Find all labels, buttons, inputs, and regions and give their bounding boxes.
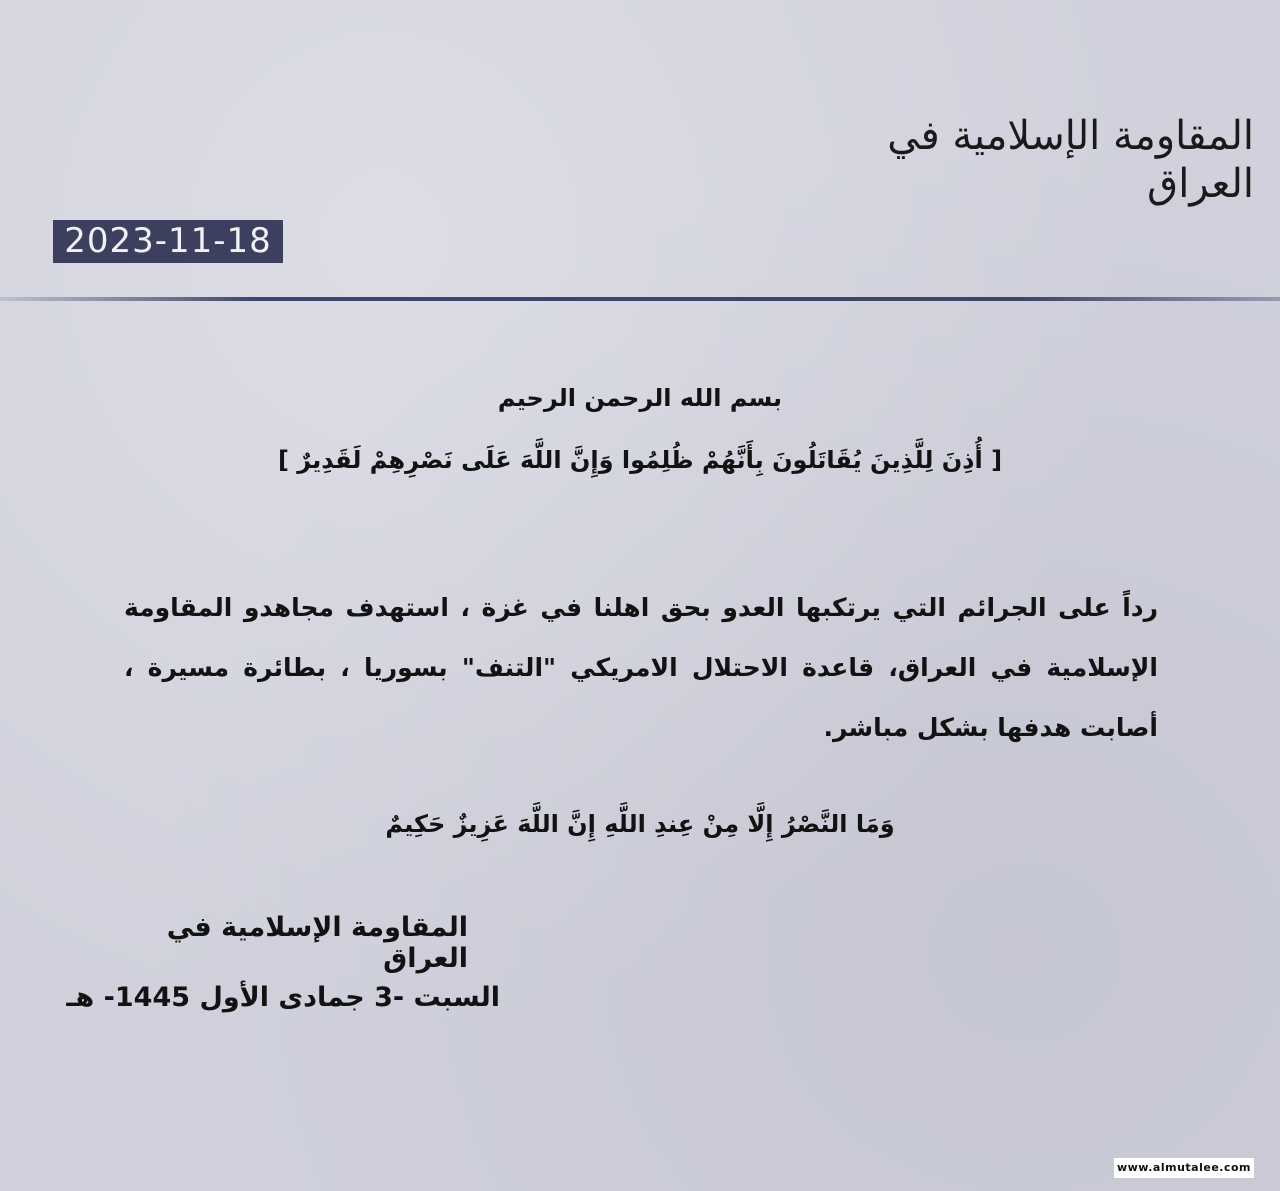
opening-verse: [ أُذِنَ لِلَّذِينَ يُقَاتَلُونَ بِأَنَّهُمْ ظُلِمُوا وَإِنَّ اللَّهَ عَلَى نَصْرِهِمْ لَقَدِيرٌ ] (277, 446, 1003, 474)
header-divider (0, 297, 1280, 301)
organization-logo-title: المقاومة الإسلامية في العراق (887, 113, 1254, 207)
website-watermark: www.almutalee.com (1114, 1158, 1254, 1178)
closing-verse: وَمَا النَّصْرُ إِلَّا مِنْ عِندِ اللَّهِ إِنَّ اللَّهَ عَزِيزٌ حَكِيمٌ (385, 810, 895, 838)
date-badge: 2023-11-18 (53, 220, 283, 263)
signature-name: المقاومة الإسلامية في العراق (166, 912, 468, 974)
basmala: بسم الله الرحمن الرحيم (497, 384, 783, 412)
statement-body: رداً على الجرائم التي يرتكبها العدو بحق اهلنا في غزة ، استهدف مجاهدو المقاومة الإسلامية في العراق، قاعدة الاحتلال الامريكي "التنف" بسوريا ، بطائرة مسيرة ، أصابت هدفها بشكل مباشر. (124, 593, 1158, 742)
signature-hijri-date: السبت -3 جمادى الأول 1445- هـ (66, 982, 500, 1013)
